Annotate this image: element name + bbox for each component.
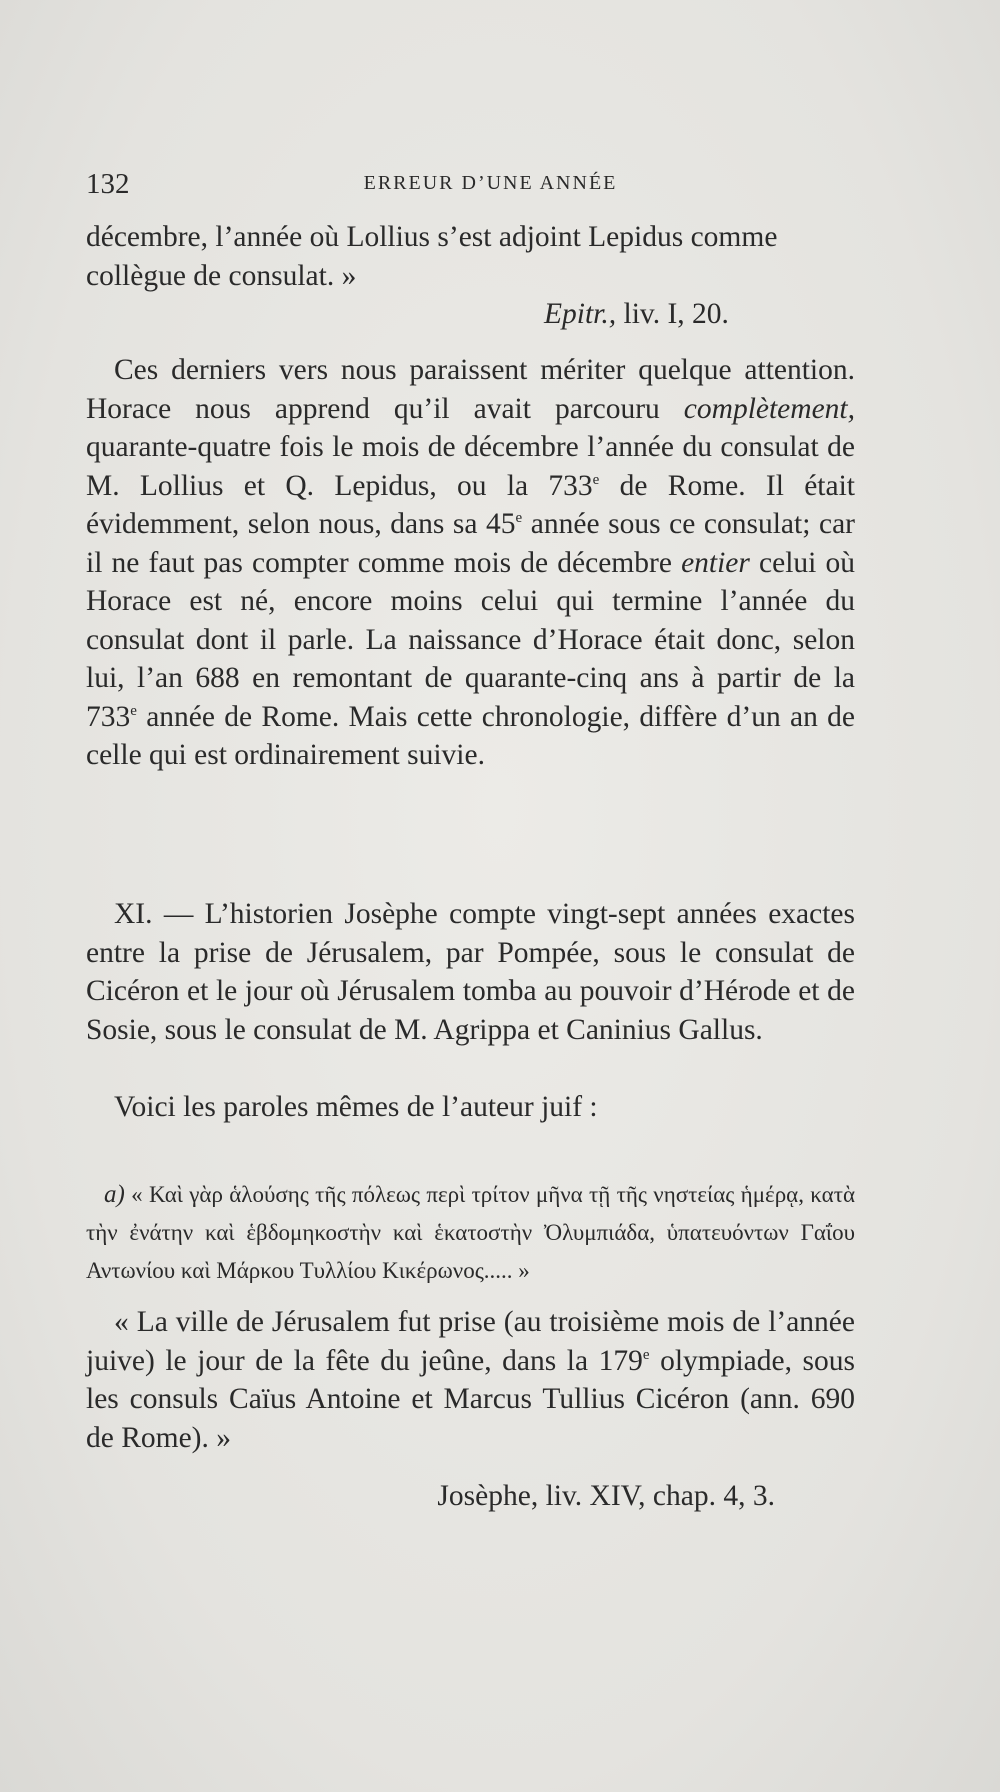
text-run: quarante-quatre fois le mois de décembre l’année du consulat de M. Lollius et Q. Lepidus, ou la 733 [86, 431, 855, 502]
translation [86, 1303, 855, 1457]
citation-ref: liv. I, 20. [616, 298, 729, 330]
translation-text [86, 1303, 855, 1457]
paragraph-1-text [86, 351, 855, 775]
greek-body: « Καὶ γὰρ ἁλούσης τῆς πόλεως περὶ τρίτον μῆνα τῇ τῆς νηστείας ἡμέρᾳ, κατὰ τὴν ἐνάτην καὶ ἑβδομηκοστὴν καὶ ἑκατοστὴν Ὀλυμπιάδα, ὑπατευόντων Γαΐου Αντωνίου καὶ Μάρκου Τυλλίου Κικέρωνος..... » [86, 1182, 856, 1283]
emphasis: entier [681, 546, 750, 579]
opening-line-1: décembre, l’année où Lollius s’est adjoint Lepidus comme [86, 221, 778, 253]
paragraph-1 [86, 351, 855, 775]
text-run: « La ville de Jérusalem fut prise (au troisième mois de l’année juive) le jour de la fête du jeûne, dans la 179 [86, 1306, 855, 1377]
citation-title: Epitr., [544, 298, 617, 330]
text-run: Ces derniers vers nous paraissent mériter quelque attention. Horace nous apprend qu’il avait parcouru [86, 354, 855, 425]
citation [86, 295, 855, 334]
source-citation [86, 1477, 855, 1515]
intro-quote [86, 1088, 855, 1127]
section-xi-text: XI. — L’historien Josèphe compte vingt-sept années exactes entre la prise de Jérusalem, par Pompée, sous le consulat de Cicéron et le jour où Jérusalem tomba au pouvoir d’Hérode et de Sosie, sous le consulat de M. Agrippa et Caninius Gallus. [86, 898, 855, 1046]
emphasis: complètement, [683, 392, 855, 425]
greek-text [86, 1176, 855, 1290]
opening-quote-end [86, 218, 855, 334]
source-text: Josèphe, liv. XIV, chap. 4, 3. [437, 1480, 775, 1512]
section-xi [86, 895, 855, 1049]
intro-quote-text: Voici les paroles mêmes de l’auteur juif : [114, 1091, 598, 1123]
superscript: e [592, 471, 600, 488]
superscript: e [642, 1346, 650, 1363]
page-number: 132 [86, 168, 130, 200]
running-title: ERREUR D’UNE ANNÉE [363, 172, 618, 194]
opening-line-2: collègue de consulat. » [86, 259, 357, 292]
text-run: année de Rome. Mais cette chronologie, diffère d’un an de celle qui est ordinairement suivie. [86, 700, 855, 771]
superscript: e [130, 702, 137, 719]
text-run: celui où Horace est né, encore moins celui qui termine l’année du consulat dont il parle. La naissance d’Horace était donc, selon lui, l’an 688 en remontant de quarante-cinq ans à partir de la 733 [86, 546, 855, 733]
greek-label: a) [104, 1181, 125, 1208]
greek-quote [86, 1176, 855, 1290]
text-run: olympiade, sous les consuls Caïus Antoine et Marcus Tullius Cicéron (ann. 690 de Rome). » [86, 1344, 855, 1454]
text-run: de Rome. Il était évidemment, selon nous, dans sa 45 [86, 469, 855, 540]
text-run: année sous ce consulat; car il ne faut pas compter comme mois de décembre [86, 508, 855, 579]
page-header [86, 168, 855, 204]
superscript: e [515, 510, 523, 527]
